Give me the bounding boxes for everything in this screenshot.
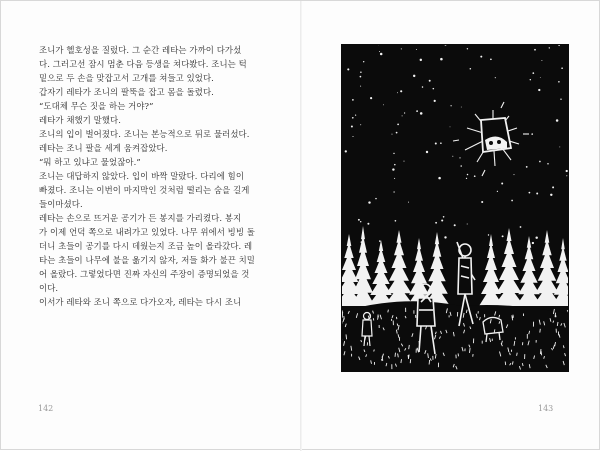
- pine-tree: [368, 240, 394, 306]
- star: [550, 194, 552, 196]
- paragraph: [31, 155, 259, 169]
- star: [440, 58, 443, 61]
- star: [526, 166, 528, 168]
- star: [400, 90, 402, 92]
- left-page-number: 142: [38, 404, 53, 413]
- text-line: 조니의 입이 벌어졌다. 조니는 본능적으로 뒤로 물러섰다.: [31, 127, 259, 141]
- star: [438, 177, 441, 180]
- star: [379, 51, 380, 52]
- star: [403, 161, 404, 162]
- star: [370, 97, 372, 99]
- grass-blade: [396, 317, 397, 319]
- star: [379, 240, 381, 242]
- star: [549, 47, 550, 48]
- pine-tree: [516, 236, 542, 306]
- star: [466, 178, 467, 179]
- star: [368, 201, 370, 203]
- star: [444, 236, 446, 238]
- star: [360, 76, 362, 78]
- grass-blade: [382, 359, 383, 361]
- star: [360, 72, 361, 73]
- star: [534, 49, 536, 51]
- star: [535, 236, 537, 238]
- star: [480, 56, 482, 58]
- text-line: “도대체 무슨 짓을 하는 거야?”: [31, 99, 259, 113]
- star: [420, 59, 422, 61]
- star: [531, 133, 533, 135]
- star: [413, 75, 415, 77]
- star: [392, 168, 394, 170]
- star: [351, 125, 353, 127]
- text-line: “뭐 하고 있냐고 물었잖아.”: [31, 155, 259, 169]
- star: [360, 86, 361, 87]
- star: [511, 200, 513, 202]
- star: [363, 61, 364, 62]
- text-line: 들이마셨다.: [31, 197, 259, 211]
- star: [352, 136, 353, 137]
- star: [392, 134, 393, 135]
- star: [474, 175, 476, 177]
- star: [352, 99, 354, 101]
- pine-tree: [552, 238, 569, 306]
- grass-blade: [409, 345, 410, 349]
- grass-blade: [346, 334, 347, 339]
- star: [532, 72, 534, 74]
- star: [454, 224, 456, 226]
- star: [380, 53, 383, 56]
- right-page-number: 143: [538, 404, 553, 413]
- star: [360, 221, 361, 222]
- star: [394, 178, 395, 179]
- star: [460, 165, 462, 167]
- grass-blade: [429, 360, 430, 365]
- star: [566, 175, 567, 176]
- star: [397, 124, 399, 126]
- star: [529, 192, 531, 194]
- star: [497, 191, 498, 192]
- grass-blade: [505, 362, 506, 366]
- star: [395, 220, 397, 222]
- star: [560, 98, 561, 99]
- star: [530, 79, 531, 80]
- star: [467, 224, 468, 225]
- page-gutter: [300, 1, 302, 451]
- paragraph: [31, 295, 259, 309]
- star: [539, 161, 541, 163]
- star: [396, 132, 398, 134]
- text-line: 다. 그러고선 잠시 멈춘 다음 등생을 쳐다봤다. 조니는 턱: [31, 57, 259, 71]
- paragraph: [31, 85, 259, 99]
- star: [450, 105, 451, 106]
- star: [402, 115, 403, 116]
- star: [393, 153, 394, 154]
- star: [502, 235, 504, 237]
- text-line: 갑자기 레타가 조니의 팔뚝을 잡고 몸을 돌렸다.: [31, 85, 259, 99]
- star: [552, 186, 554, 188]
- star: [461, 107, 462, 108]
- star: [495, 77, 496, 78]
- star: [556, 119, 559, 122]
- star: [367, 223, 369, 225]
- star: [513, 174, 514, 175]
- grassy-hill: [341, 301, 569, 372]
- star: [416, 49, 417, 50]
- star: [422, 86, 424, 88]
- star: [467, 48, 468, 49]
- star: [416, 110, 418, 112]
- star: [541, 60, 542, 61]
- star: [540, 77, 541, 78]
- star: [488, 234, 489, 235]
- star: [440, 142, 442, 144]
- star: [450, 126, 451, 127]
- star: [426, 151, 428, 153]
- star: [501, 183, 503, 185]
- star: [467, 174, 469, 176]
- star: [401, 48, 402, 49]
- pine-tree-silhouettes: [341, 226, 569, 306]
- paragraph: [31, 99, 259, 113]
- star: [566, 170, 568, 172]
- woodcut-illustration: [341, 44, 569, 372]
- text-line: 레타가 채했기 말했다.: [31, 113, 259, 127]
- star: [547, 163, 549, 165]
- star: [532, 242, 534, 244]
- star: [352, 117, 354, 119]
- paragraph: [31, 127, 259, 155]
- star: [397, 92, 398, 93]
- paragraph: [31, 113, 259, 127]
- grass-blade: [410, 359, 411, 363]
- star: [420, 112, 423, 115]
- text-line: 레타는 손으로 뜨거운 공기가 든 봉지를 가리켰다. 봉지: [31, 211, 259, 225]
- star: [404, 112, 405, 113]
- star: [434, 100, 436, 102]
- star: [394, 164, 396, 166]
- text-line: 밑으로 두 손을 맞잡고서 고개를 쳐들고 있었다.: [31, 71, 259, 85]
- paragraph: [31, 169, 259, 211]
- star: [481, 201, 483, 203]
- text-line: 이서가 레타와 조니 쪽으로 다가오자, 레타는 다시 조니: [31, 295, 259, 309]
- text-line: 레타는 조니 팔을 세게 움켜잡았다.: [31, 141, 259, 155]
- star: [561, 67, 563, 69]
- text-line: 조니는 대답하지 않았다. 입이 바짝 말랐다. 다리에 힘이: [31, 169, 259, 183]
- grass-blade: [388, 310, 389, 313]
- pine-tree: [479, 234, 503, 306]
- glowing-lantern-bag: [453, 102, 529, 176]
- grass-blade: [374, 350, 375, 352]
- text-line: 빠졌다. 조니는 이번이 마지막인 것처럼 떨리는 숨을 길게: [31, 183, 259, 197]
- grass-blade: [470, 348, 471, 353]
- left-page-text: [31, 43, 259, 309]
- paragraph: [31, 211, 259, 295]
- text-line: 타는 초들이 나무에 불을 옮기지 않자, 저들 화가 불끈 치밀: [31, 253, 259, 267]
- text-line: 이다.: [31, 281, 259, 295]
- star: [347, 68, 349, 70]
- star: [470, 68, 472, 70]
- star: [345, 150, 347, 152]
- grass-blade: [540, 329, 541, 333]
- star: [459, 157, 460, 158]
- star: [536, 193, 538, 195]
- grass-blade: [395, 353, 396, 357]
- star: [435, 222, 437, 224]
- star: [383, 104, 384, 105]
- star: [452, 156, 453, 157]
- paragraph: [31, 43, 259, 85]
- text-line: 더니 초들이 공기를 다시 데웠는지 조금 높이 올라갔다. 레: [31, 239, 259, 253]
- star: [360, 124, 361, 125]
- star: [355, 114, 356, 115]
- grass-blade: [373, 318, 374, 320]
- star: [538, 89, 540, 91]
- star: [408, 202, 409, 203]
- star: [358, 219, 360, 221]
- night-sky-stars: [345, 44, 568, 244]
- star: [558, 81, 560, 83]
- star: [441, 219, 443, 221]
- text-line: 어 올랐다. 그렇었다면 진짜 자신의 주장이 증명되었을 것: [31, 267, 259, 281]
- grass-blade: [517, 353, 518, 356]
- star: [429, 80, 431, 82]
- star: [443, 216, 445, 218]
- star: [559, 146, 560, 147]
- star: [435, 142, 437, 144]
- text-line: 가 이제 언덕 쪽으로 내려가고 있었다. 나무 위에서 빙빙 돌: [31, 225, 259, 239]
- grass-blade: [401, 359, 402, 363]
- star: [520, 226, 522, 228]
- text-line: 조니가 헬호성을 질렀다. 그 순간 레타는 가까이 다가섰: [31, 43, 259, 57]
- star: [433, 88, 435, 90]
- star: [393, 191, 394, 192]
- star: [490, 58, 492, 60]
- star: [375, 198, 376, 199]
